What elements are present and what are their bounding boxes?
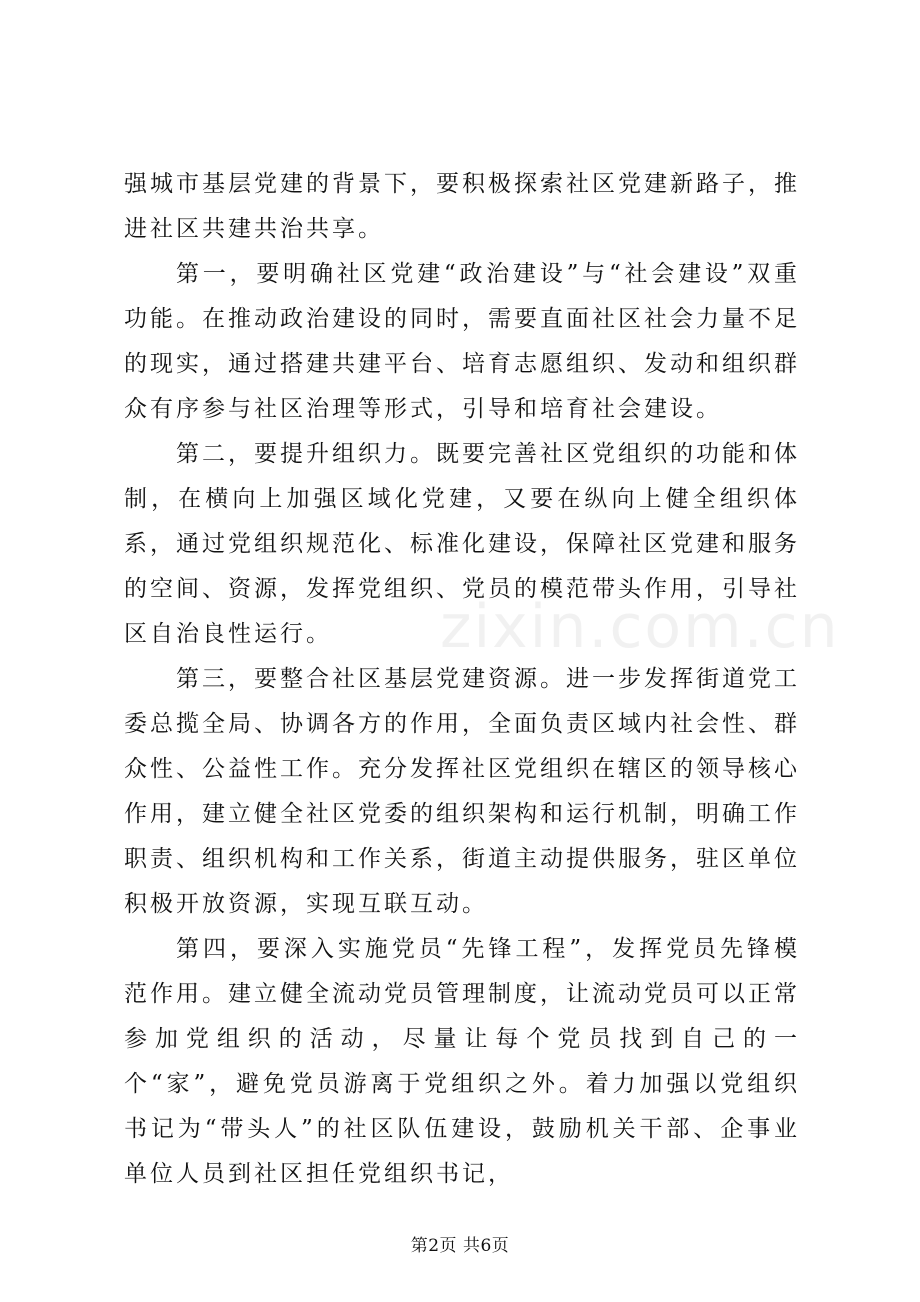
paragraph-fourth-point: 第四，要深入实施党员“先锋工程”，发挥党员先锋模范作用。建立健全流动党员管理制度，让流动党员可以正常参加党组织的活动，尽量让每个党员找到自己的一个“家”，避免党员游离于党组织之外。着力加强以党组织书记为“带头人”的社区队伍建设，鼓励机关干部、企事业单位人员到社区担任党组织书记， bbox=[124, 936, 800, 1187]
document-body bbox=[124, 162, 800, 1197]
paragraph-second-point: 第二，要提升组织力。既要完善社区党组织的功能和体制，在横向上加强区域化党建，又要在纵向上健全组织体系，通过党组织规范化、标准化建设，保障社区党建和服务的空间、资源，发挥党组织、党员的模范带头作用，引导社区自治良性运行。 bbox=[124, 441, 800, 647]
page-footer: 第2页 共6页 bbox=[410, 1236, 510, 1256]
watermark: zixin.com.cn bbox=[440, 592, 840, 662]
paragraph-first-point: 第一，要明确社区党建“政治建设”与“社会建设”双重功能。在推动政治建设的同时，需要直面社区社会力量不足的现实，通过搭建共建平台、培育志愿组织、发动和组织群众有序参与社区治理等形式，引导和培育社会建设。 bbox=[124, 261, 800, 422]
paragraph-continuation: 强城市基层党建的背景下，要积极探索社区党建新路子，推进社区共建共治共享。 bbox=[124, 171, 800, 242]
paragraph-third-point: 第三，要整合社区基层党建资源。进一步发挥街道党工委总揽全局、协调各方的作用，全面负责区域内社会性、群众性、公益性工作。充分发挥社区党组织在辖区的领导核心作用，建立健全社区党委的组织架构和运行机制，明确工作职责、组织机构和工作关系，街道主动提供服务，驻区单位积极开放资源，实现互联互动。 bbox=[124, 666, 800, 917]
